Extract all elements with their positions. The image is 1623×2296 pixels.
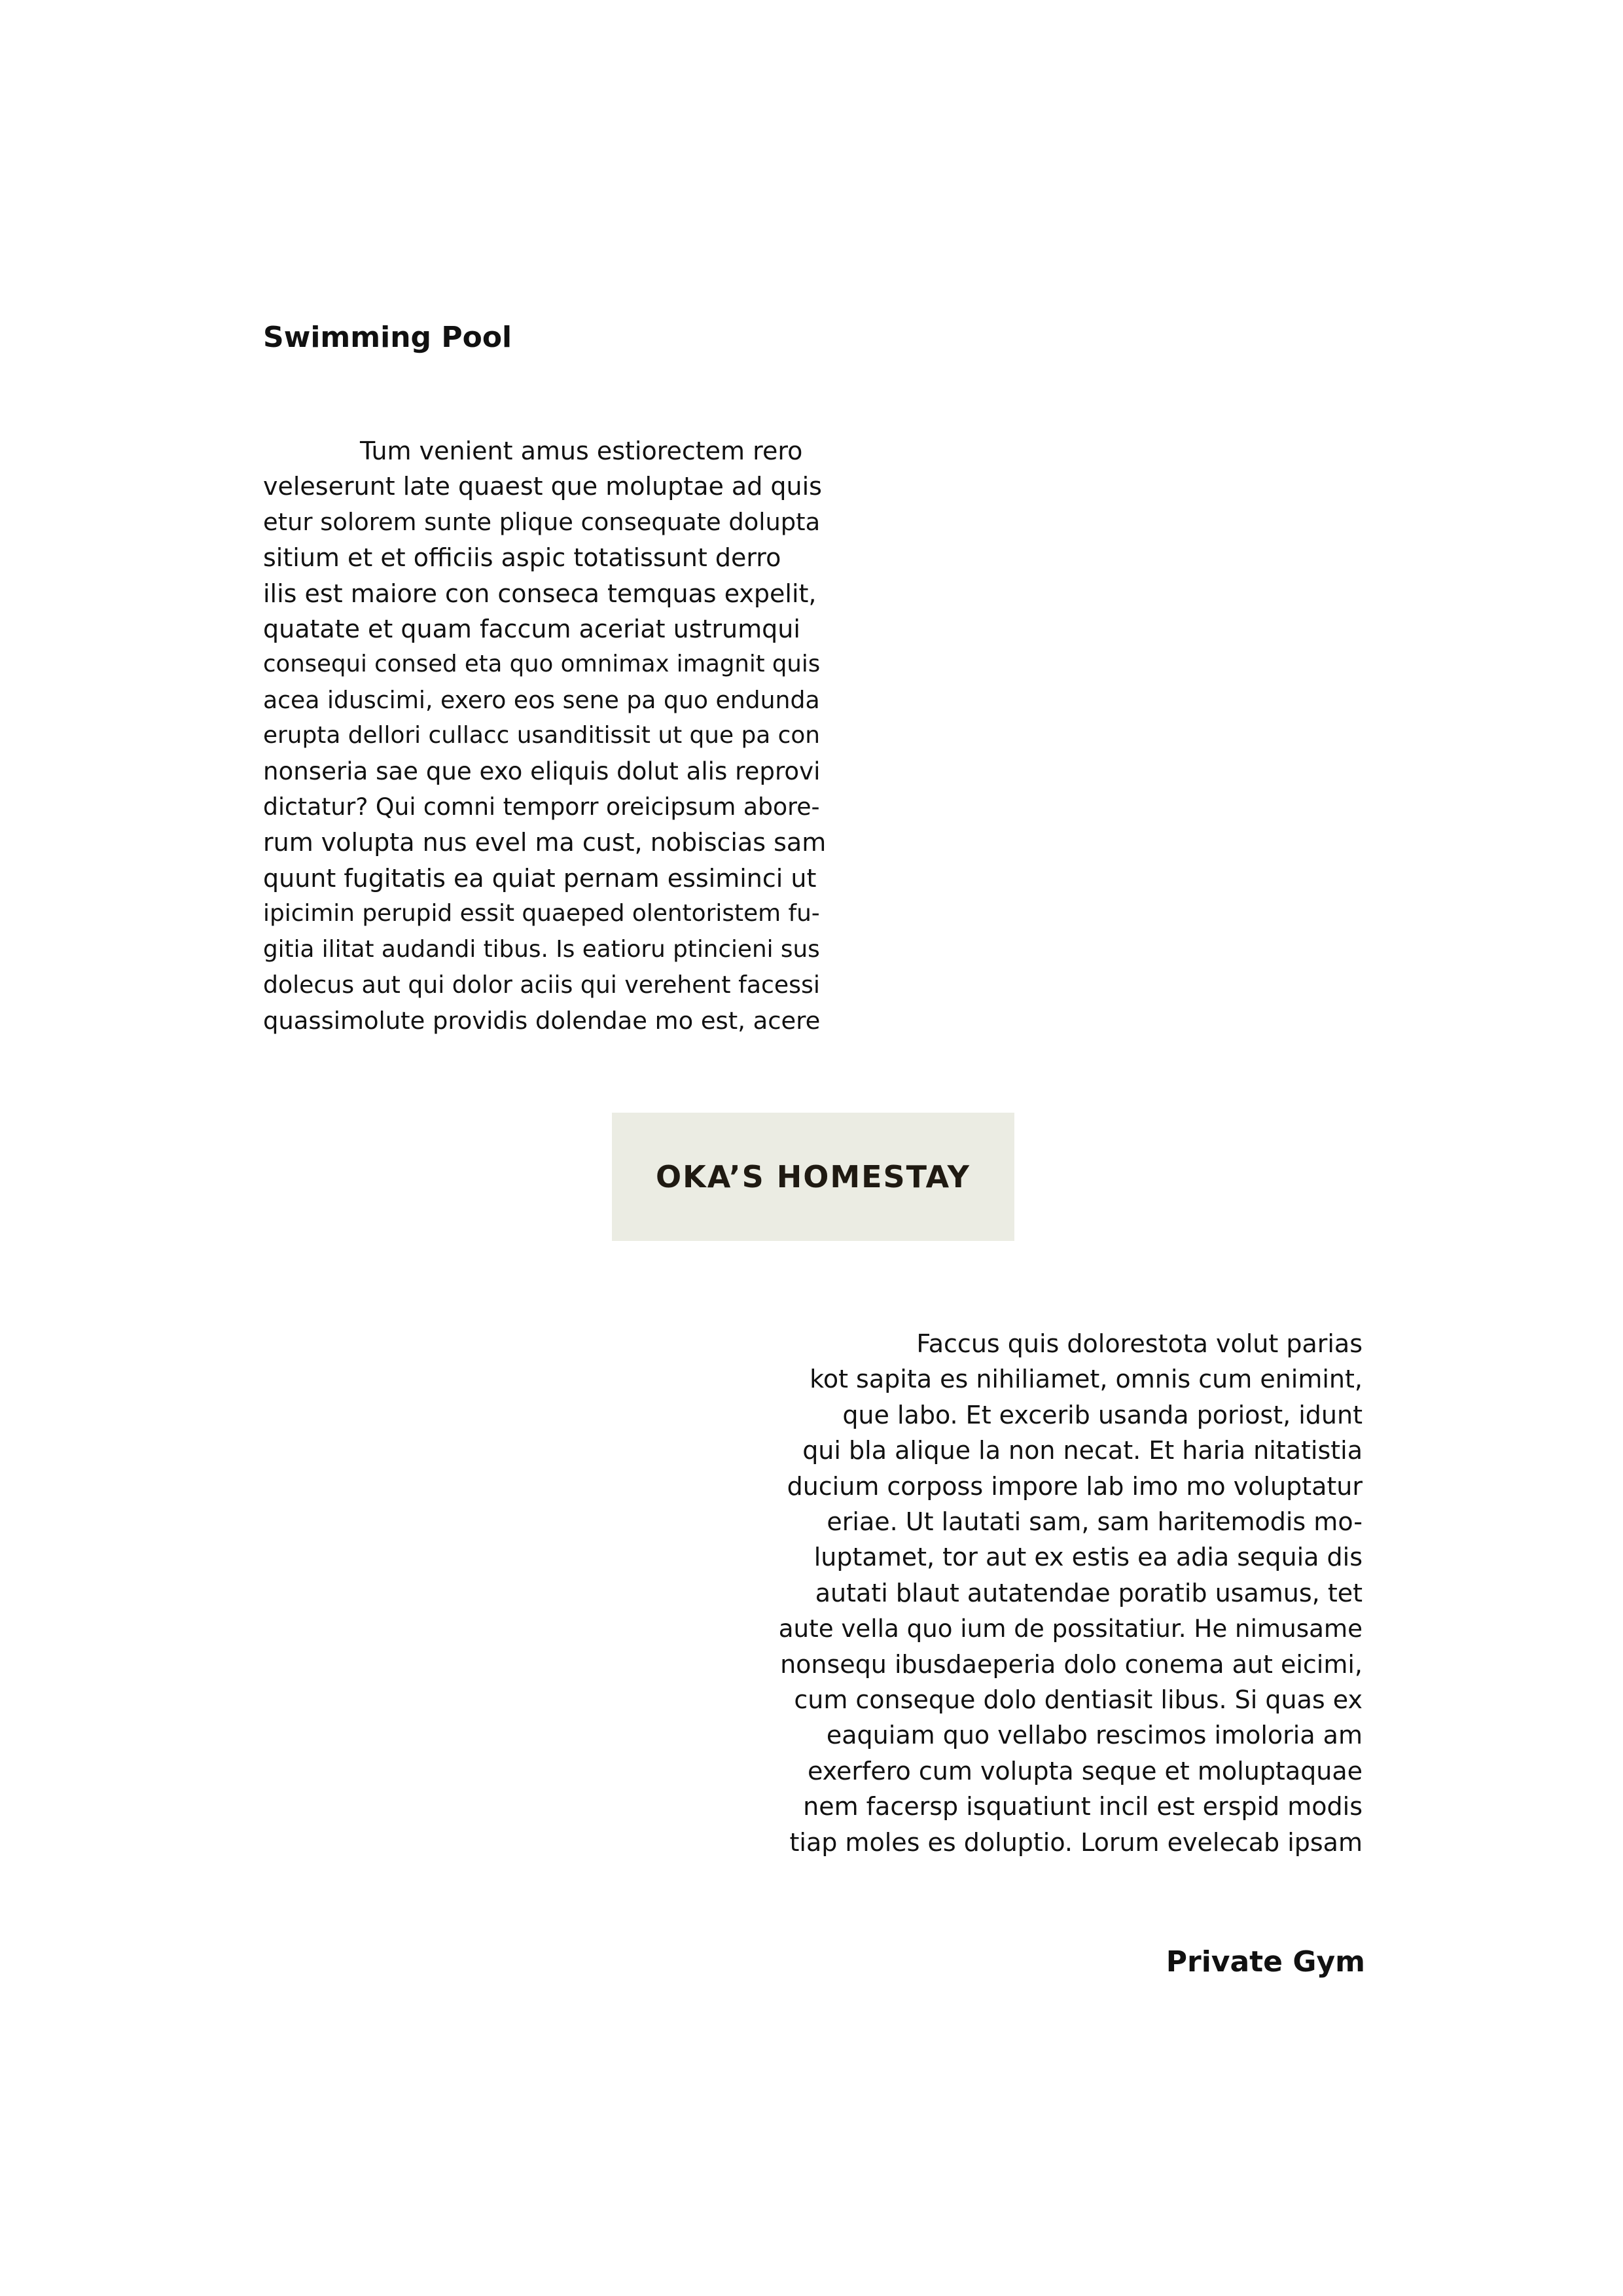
paragraph-line: erupta dellori cullacc usanditissit ut que pa con — [263, 722, 820, 749]
paragraph-line: acea iduscimi, exero eos sene pa quo endunda — [263, 685, 820, 714]
private-gym-heading: Private Gym — [1166, 1945, 1365, 1979]
paragraph-line: Faccus quis dolorestota volut parias — [916, 1329, 1363, 1358]
paragraph-line: veleserunt late quaest que moluptae ad quis — [263, 472, 822, 501]
paragraph-line: cum conseque dolo dentiasit libus. Si quas ex — [794, 1685, 1363, 1715]
paragraph-line: eaquiam quo vellabo rescimos imoloria am — [826, 1721, 1363, 1750]
paragraph-line: dictatur? Qui comni temporr oreicipsum abore- — [263, 793, 820, 821]
paragraph-line: gitia ilitat audandi tibus. Is eatioru ptincieni sus — [263, 935, 820, 963]
swimming-pool-heading: Swimming Pool — [263, 321, 512, 354]
paragraph-line: Tum venient amus estiorectem rero — [360, 437, 803, 465]
paragraph-line: etur solorem sunte plique consequate dolupta — [263, 507, 821, 536]
private-gym-paragraph — [772, 1326, 1363, 1860]
paragraph-line: sitium et et officiis aspic totatissunt derro — [263, 543, 781, 573]
paragraph-line: que labo. Et excerib usanda poriost, idunt — [842, 1400, 1363, 1429]
paragraph-line: dolecus aut qui dolor aciis qui verehent facessi — [263, 971, 820, 999]
paragraph-line: ducium corposs impore lab imo mo voluptatur — [787, 1471, 1363, 1501]
paragraph-line: kot sapita es nihiliamet, omnis cum enimint, — [810, 1365, 1363, 1394]
brand-name: OKA’S HOMESTAY — [656, 1159, 971, 1194]
paragraph-line: luptamet, tor aut ex estis ea adia sequia dis — [813, 1543, 1363, 1572]
paragraph-line: quunt fugitatis ea quiat pernam essiminci ut — [263, 863, 817, 893]
paragraph-line: nem facersp isquatiunt incil est erspid modis — [803, 1792, 1363, 1821]
paragraph-line: rum volupta nus evel ma cust, nobiscias sam — [263, 828, 827, 857]
paragraph-line: nonseria sae que exo eliquis dolut alis reprovi — [263, 757, 821, 785]
paragraph-line: aute vella quo ium de possitatiur. He nimusame — [778, 1614, 1363, 1643]
paragraph-line: qui bla alique la non necat. Et haria nitatistia — [802, 1436, 1363, 1465]
paragraph-line: quatate et quam faccum aceriat ustrumqui — [263, 615, 800, 644]
paragraph-line: quassimolute providis dolendae mo est, acere — [263, 1006, 821, 1035]
brand-banner — [612, 1113, 1014, 1241]
paragraph-line: ipicimin perupid essit quaeped olentoristem fu- — [263, 900, 820, 927]
paragraph-line: autati blaut autatendae poratib usamus, tet — [815, 1578, 1363, 1607]
paragraph-line: ilis est maiore con conseca temquas expelit, — [263, 579, 817, 608]
paragraph-line: tiap moles es doluptio. Lorum evelecab ipsam — [789, 1827, 1363, 1857]
paragraph-line: eriae. Ut lautati sam, sam haritemodis mo- — [827, 1507, 1363, 1537]
paragraph-line: exerfero cum volupta seque et moluptaquae — [807, 1756, 1363, 1785]
paragraph-line: consequi consed eta quo omnimax imagnit quis — [263, 651, 821, 678]
swimming-pool-paragraph — [263, 433, 826, 1039]
paragraph-line: nonsequ ibusdaeperia dolo conema aut eicimi, — [780, 1649, 1363, 1679]
